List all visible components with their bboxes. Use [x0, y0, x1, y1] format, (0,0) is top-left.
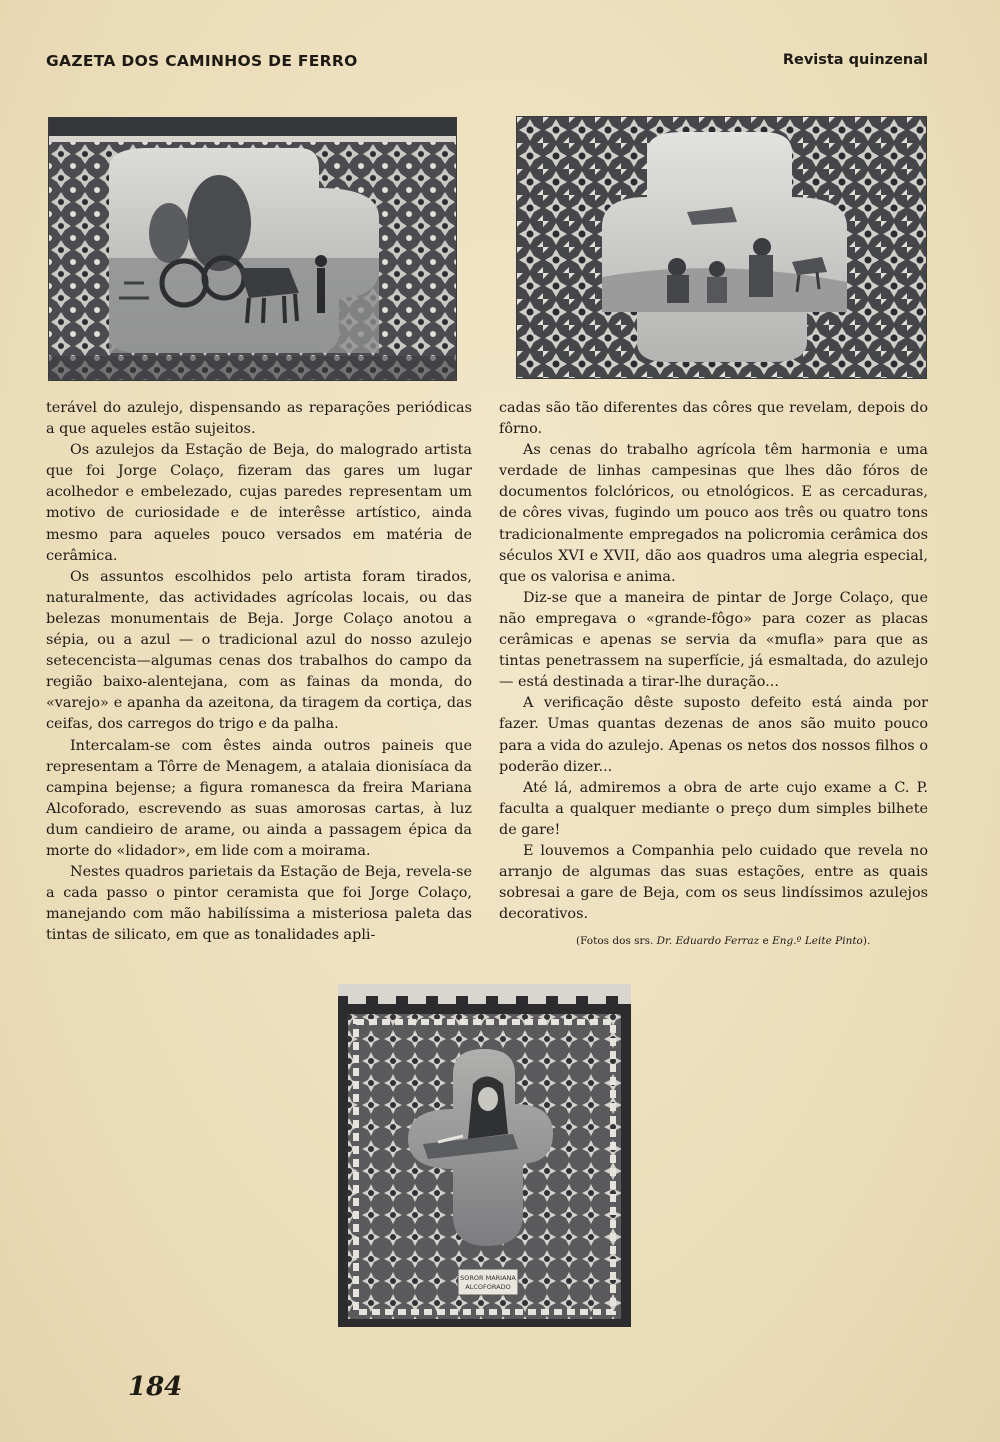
article-right-column: [499, 398, 928, 925]
page-number: 184: [128, 1372, 183, 1402]
paragraph: Os assuntos escolhidos pelo artista foram tirados, naturalmente, das actividades agrícolas locais, ou das belezas monumentais de Beja. Jorge Colaço anotou a sépia, ou a azul — o tradicional azul do nosso azulejo setecencista—algumas cenas dos trabalhos do campo da região baixo-alentejana, com as fainas da monda, do «varejo» e apanha da azeitona, da tiragem da cortiça, das ceifas, dos carregos do trigo e da palha.: [46, 568, 472, 733]
plaque-line-2: ALCOFORADO: [465, 1283, 511, 1291]
paragraph: Intercalam-se com êstes ainda outros paineis que representam a Tôrre de Menagem, a atalaia dionisíaca da campina bejense; a figura romanesca da freira Mariana Alcoforado, escrevendo as suas amorosas cartas, à luz dum candieiro de arame, ou ainda a passagem épica da morte do «lidador», em lide com a moirama.: [46, 737, 472, 859]
plaque-line-1: SOROR MARIANA: [460, 1274, 516, 1282]
caption-prefix: (Fotos dos srs.: [576, 935, 657, 947]
photo-credits: [576, 935, 916, 947]
paragraph: Até lá, admiremos a obra de arte cujo exame a C. P. faculta a qualquer mediante o preço dum simples bilhete de gare!: [499, 779, 928, 838]
azulejo-photo-ox-cart: [48, 117, 457, 381]
paragraph: As cenas do trabalho agrícola têm harmonia e uma verdade de linhas campesinas que lhes dão fóros de documentos folclóricos, ou etnológicos. E as cercaduras, de côres vivas, fugindo um pouco aos três ou quatro tons tradicionalmente empregados na policromia cerâmica dos séculos XVI e XVII, dão aos quadros uma alegria especial, que os valorisa e anima.: [499, 442, 928, 585]
paragraph: terável do azulejo, dispensando as reparações periódicas a que aqueles estão sujeitos.: [46, 400, 472, 438]
caption-suffix: ).: [862, 935, 871, 947]
azulejo-photo-rural-workers: [516, 116, 927, 379]
paragraph: cadas são tão diferentes das côres que revelam, depois do fôrno.: [499, 400, 928, 438]
magazine-subtitle: Revista quinzenal: [782, 52, 928, 68]
paragraph: E louvemos a Companhia pelo cuidado que revela no arranjo de algumas das suas estações, entre as quais sobresai a gare de Beja, com os seus lindíssimos azulejos decorativos.: [499, 842, 928, 923]
magazine-title: GAZETA DOS CAMINHOS DE FERRO: [46, 52, 358, 70]
paragraph: A verificação dêste suposto defeito está ainda por fazer. Umas quantas dezenas de anos são muito pouco para a vida do azulejo. Apenas os netos dos nossos filhos o poderão dizer...: [499, 695, 928, 775]
article-left-column: [46, 398, 472, 946]
paragraph: Nestes quadros parietais da Estação de Beja, revela-se a cada passo o pintor ceramista que foi Jorge Colaço, manejando com mão habilíssima a misteriosa paleta das tintas de silicato, em que as tonalidades apli-: [46, 864, 472, 944]
paragraph: Os azulejos da Estação de Beja, do malogrado artista que foi Jorge Colaço, fizeram das gares um lugar acolhedor e embelezado, cujas paredes representam um motivo de curiosidade e de interêsse artístico, ainda mesmo para aqueles pouco versados em matéria de cerâmica.: [46, 442, 472, 564]
caption-photographer-1: Dr. Eduardo Ferraz: [656, 935, 760, 947]
azulejo-photo-nun: [338, 984, 631, 1327]
caption-conjunction: e: [759, 935, 773, 947]
caption-photographer-2: Eng.º Leite Pinto: [772, 935, 863, 947]
paragraph: Diz-se que a maneira de pintar de Jorge Colaço, que não empregava o «grande-fôgo» para cozer as placas cerâmicas e apenas se servia da «mufla» para que as tintas penetrassem na superfície, já esmaltada, do azulejo — está destinada a tirar-lhe duração...: [499, 589, 928, 691]
